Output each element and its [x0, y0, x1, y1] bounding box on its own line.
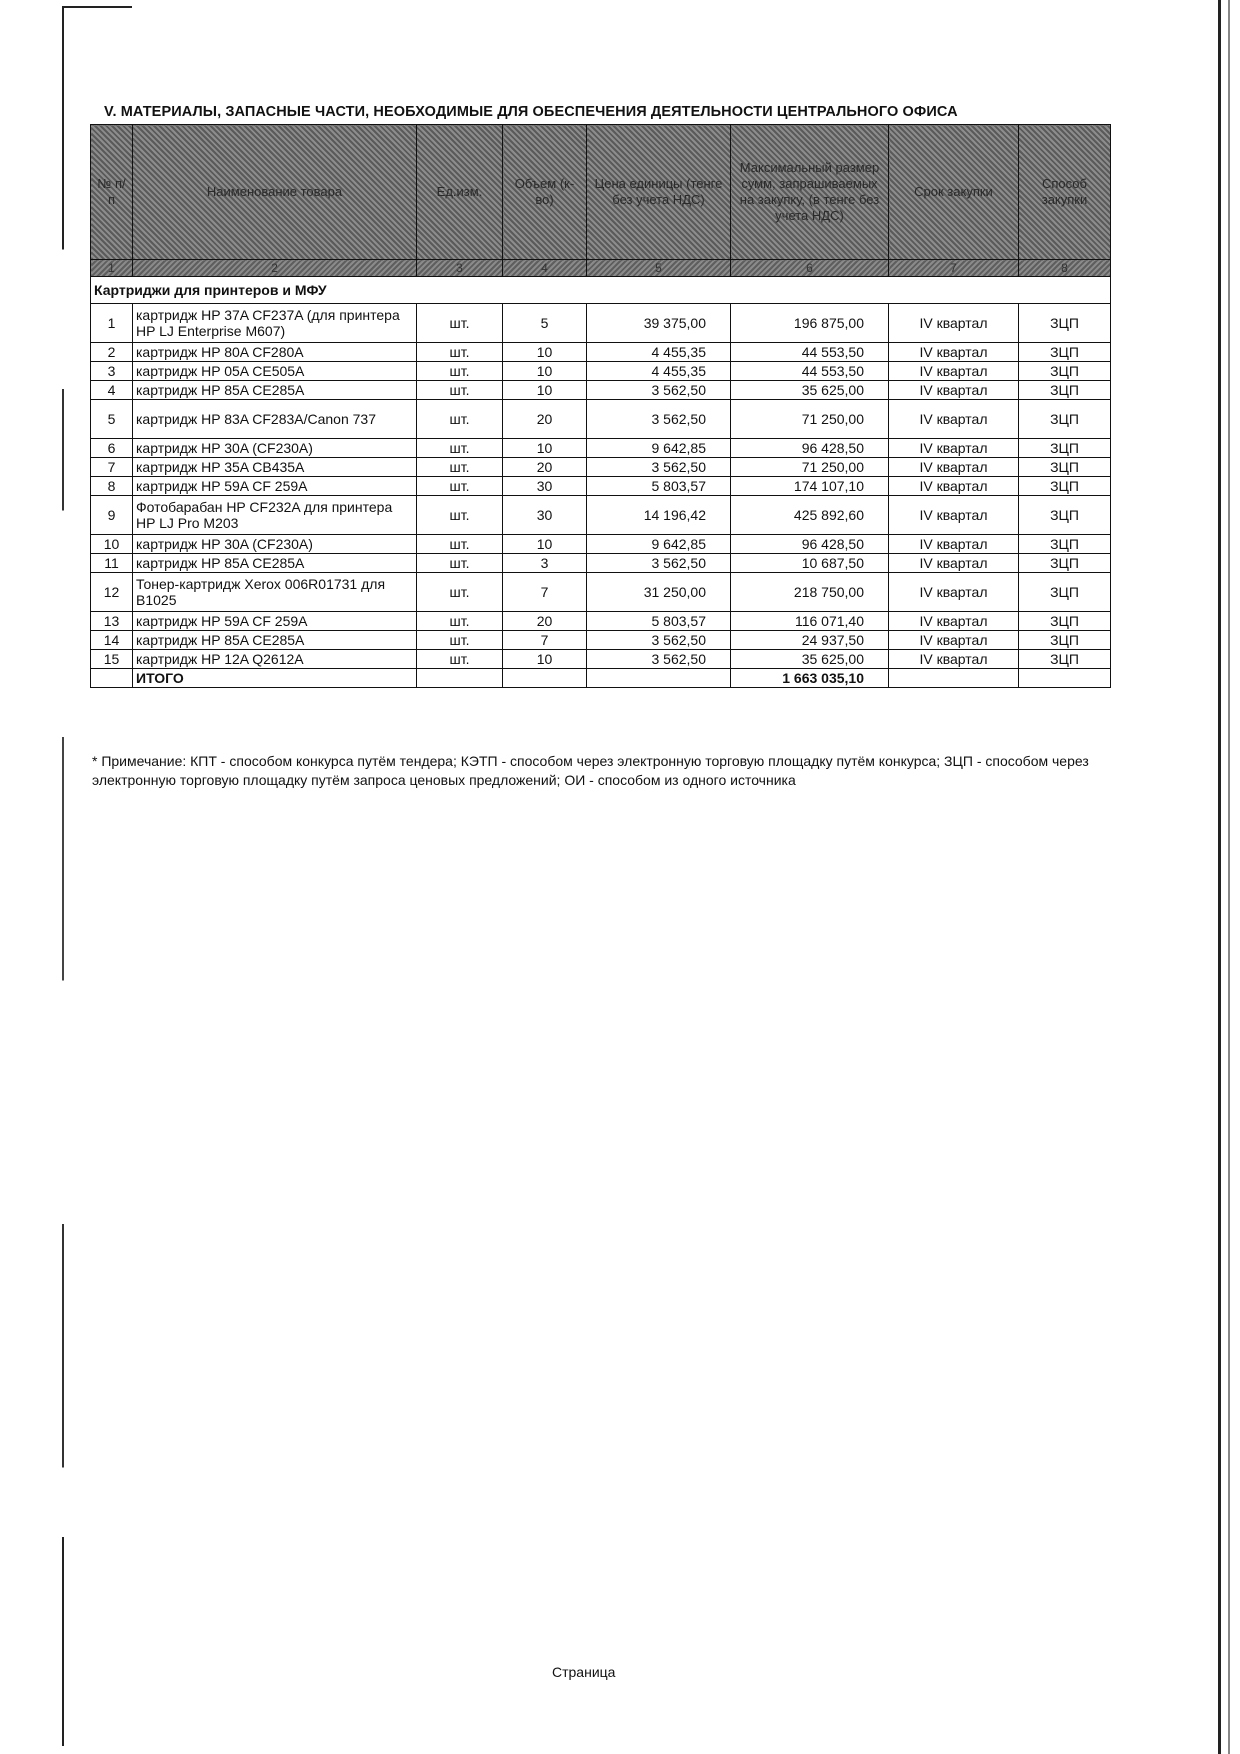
cell-unit: шт.: [417, 458, 503, 477]
cell-method: ЗЦП: [1019, 362, 1111, 381]
cell-number: 4: [91, 381, 133, 400]
cell-quantity: 10: [503, 362, 587, 381]
header-cell-unit: Ед.изм.: [417, 125, 503, 260]
cell-price: 31 250,00: [587, 573, 731, 612]
cell-method: ЗЦП: [1019, 304, 1111, 343]
total-label: ИТОГО: [133, 669, 417, 688]
cell-max-sum: 44 553,50: [731, 343, 889, 362]
group-row: [91, 277, 1111, 304]
total-empty-cell: [587, 669, 731, 688]
column-number: 7: [889, 260, 1019, 277]
cell-max-sum: 116 071,40: [731, 612, 889, 631]
cell-number: 14: [91, 631, 133, 650]
cell-unit: шт.: [417, 439, 503, 458]
cell-max-sum: 218 750,00: [731, 573, 889, 612]
table-row: [91, 535, 1111, 554]
cell-price: 5 803,57: [587, 612, 731, 631]
cell-term: IV квартал: [889, 631, 1019, 650]
total-empty-cell: [417, 669, 503, 688]
cell-term: IV квартал: [889, 362, 1019, 381]
table-row: [91, 458, 1111, 477]
cell-unit: шт.: [417, 631, 503, 650]
cell-term: IV квартал: [889, 477, 1019, 496]
cell-term: IV квартал: [889, 400, 1019, 439]
cell-name: картридж HP 35A CB435A: [133, 458, 417, 477]
cell-price: 39 375,00: [587, 304, 731, 343]
cell-number: 11: [91, 554, 133, 573]
cell-method: ЗЦП: [1019, 400, 1111, 439]
cell-term: IV квартал: [889, 439, 1019, 458]
cell-number: 3: [91, 362, 133, 381]
cell-number: 8: [91, 477, 133, 496]
cell-price: 3 562,50: [587, 458, 731, 477]
cell-max-sum: 174 107,10: [731, 477, 889, 496]
cell-method: ЗЦП: [1019, 496, 1111, 535]
table-row: [91, 573, 1111, 612]
cell-max-sum: 96 428,50: [731, 535, 889, 554]
cell-quantity: 30: [503, 477, 587, 496]
cell-number: 5: [91, 400, 133, 439]
column-number: 4: [503, 260, 587, 277]
cell-quantity: 20: [503, 612, 587, 631]
header-cell-method: Способ закупки: [1019, 125, 1111, 260]
table-row: [91, 343, 1111, 362]
cell-price: 3 562,50: [587, 554, 731, 573]
scan-edge-right-shadow: [1228, 0, 1230, 1754]
cell-term: IV квартал: [889, 458, 1019, 477]
goods-table: [90, 124, 1111, 688]
cell-method: ЗЦП: [1019, 535, 1111, 554]
header-cell-name: Наименование товара: [133, 125, 417, 260]
cell-max-sum: 96 428,50: [731, 439, 889, 458]
table-row: [91, 304, 1111, 343]
cell-number: 6: [91, 439, 133, 458]
cell-number: 1: [91, 304, 133, 343]
cell-price: 3 562,50: [587, 381, 731, 400]
cell-max-sum: 24 937,50: [731, 631, 889, 650]
header-cell-quantity: Объем (к-во): [503, 125, 587, 260]
column-number: 1: [91, 260, 133, 277]
cell-method: ЗЦП: [1019, 381, 1111, 400]
cell-quantity: 10: [503, 381, 587, 400]
scan-edge-left: [62, 6, 64, 1746]
cell-name: картридж HP 12A Q2612A: [133, 650, 417, 669]
cell-price: 5 803,57: [587, 477, 731, 496]
cell-unit: шт.: [417, 381, 503, 400]
cell-max-sum: 35 625,00: [731, 650, 889, 669]
total-empty-cell: [889, 669, 1019, 688]
cell-unit: шт.: [417, 535, 503, 554]
cell-unit: шт.: [417, 343, 503, 362]
cell-max-sum: 425 892,60: [731, 496, 889, 535]
cell-unit: шт.: [417, 400, 503, 439]
cell-quantity: 10: [503, 650, 587, 669]
table-row: [91, 381, 1111, 400]
cell-method: ЗЦП: [1019, 439, 1111, 458]
cell-method: ЗЦП: [1019, 477, 1111, 496]
cell-term: IV квартал: [889, 650, 1019, 669]
section-title: V. МАТЕРИАЛЫ, ЗАПАСНЫЕ ЧАСТИ, НЕОБХОДИМЫЕ ДЛЯ ОБЕСПЕЧЕНИЯ ДЕЯТЕЛЬНОСТИ ЦЕНТРАЛЬНОГО ОФИСА: [104, 104, 958, 120]
cell-unit: шт.: [417, 612, 503, 631]
cell-quantity: 10: [503, 535, 587, 554]
cell-name: картридж HP 85A CE285A: [133, 631, 417, 650]
cell-number: 15: [91, 650, 133, 669]
header-cell-number: № п/п: [91, 125, 133, 260]
table-row: [91, 631, 1111, 650]
cell-method: ЗЦП: [1019, 343, 1111, 362]
cell-max-sum: 71 250,00: [731, 458, 889, 477]
cell-quantity: 7: [503, 631, 587, 650]
column-number: 6: [731, 260, 889, 277]
header-cell-max-sum: Максимальный размер сумм, запрашиваемых на закупку, (в тенге без учета НДС): [731, 125, 889, 260]
column-number: 2: [133, 260, 417, 277]
total-empty-cell: [91, 669, 133, 688]
cell-name: картридж HP 80A CF280A: [133, 343, 417, 362]
cell-number: 13: [91, 612, 133, 631]
cell-unit: шт.: [417, 304, 503, 343]
header-cell-term: Срок закупки: [889, 125, 1019, 260]
table-row: [91, 554, 1111, 573]
cell-name: картридж HP 05A CE505A: [133, 362, 417, 381]
cell-term: IV квартал: [889, 535, 1019, 554]
cell-method: ЗЦП: [1019, 612, 1111, 631]
cell-term: IV квартал: [889, 381, 1019, 400]
cell-unit: шт.: [417, 554, 503, 573]
cell-name: картридж HP 83A CF283A/Canon 737: [133, 400, 417, 439]
cell-method: ЗЦП: [1019, 573, 1111, 612]
cell-name: картридж HP 59A CF 259A: [133, 612, 417, 631]
cell-name: картридж HP 85A CE285A: [133, 381, 417, 400]
cell-number: 7: [91, 458, 133, 477]
total-empty-cell: [503, 669, 587, 688]
cell-unit: шт.: [417, 477, 503, 496]
cell-price: 3 562,50: [587, 400, 731, 439]
cell-name: Тонер-картридж Xerox 006R01731 для B1025: [133, 573, 417, 612]
table-row: [91, 477, 1111, 496]
cell-unit: шт.: [417, 496, 503, 535]
cell-quantity: 5: [503, 304, 587, 343]
table-row: [91, 400, 1111, 439]
table-header-row: [91, 125, 1111, 260]
cell-method: ЗЦП: [1019, 554, 1111, 573]
table-row: [91, 496, 1111, 535]
cell-term: IV квартал: [889, 573, 1019, 612]
cell-name: картридж HP 85A CE285A: [133, 554, 417, 573]
cell-price: 4 455,35: [587, 343, 731, 362]
column-number: 8: [1019, 260, 1111, 277]
cell-term: IV квартал: [889, 612, 1019, 631]
cell-max-sum: 10 687,50: [731, 554, 889, 573]
cell-name: картридж HP 59A CF 259A: [133, 477, 417, 496]
cell-max-sum: 196 875,00: [731, 304, 889, 343]
cell-quantity: 3: [503, 554, 587, 573]
cell-name: картридж HP 30A (CF230A): [133, 535, 417, 554]
cell-number: 9: [91, 496, 133, 535]
cell-price: 3 562,50: [587, 631, 731, 650]
cell-price: 3 562,50: [587, 650, 731, 669]
cell-method: ЗЦП: [1019, 650, 1111, 669]
cell-name: Фотобарабан HP CF232A для принтера HP LJ Pro M203: [133, 496, 417, 535]
total-row: [91, 669, 1111, 688]
column-numbers-row: [91, 260, 1111, 277]
footnote: * Примечание: КПТ - способом конкурса путём тендера; КЭТП - способом через электронную торговую площадку путём конкурса; ЗЦП - способом через электронную торговую площадку путём запроса ценовых предложений; ОИ - способом из одного источника: [92, 753, 1089, 788]
cell-quantity: 30: [503, 496, 587, 535]
cell-unit: шт.: [417, 573, 503, 612]
column-number: 5: [587, 260, 731, 277]
total-value: 1 663 035,10: [731, 669, 889, 688]
cell-price: 9 642,85: [587, 439, 731, 458]
scan-edge-right: [1218, 0, 1221, 1754]
column-number: 3: [417, 260, 503, 277]
scan-edge-top: [62, 6, 132, 8]
table-row: [91, 650, 1111, 669]
cell-method: ЗЦП: [1019, 631, 1111, 650]
cell-quantity: 20: [503, 400, 587, 439]
cell-price: 9 642,85: [587, 535, 731, 554]
cell-term: IV квартал: [889, 343, 1019, 362]
cell-term: IV квартал: [889, 554, 1019, 573]
cell-quantity: 7: [503, 573, 587, 612]
table-row: [91, 362, 1111, 381]
total-empty-cell: [1019, 669, 1111, 688]
cell-max-sum: 35 625,00: [731, 381, 889, 400]
table-row: [91, 439, 1111, 458]
cell-max-sum: 71 250,00: [731, 400, 889, 439]
cell-max-sum: 44 553,50: [731, 362, 889, 381]
table-row: [91, 612, 1111, 631]
cell-quantity: 20: [503, 458, 587, 477]
cell-number: 2: [91, 343, 133, 362]
cell-name: картридж HP 37A CF237A (для принтера HP LJ Enterprise M607): [133, 304, 417, 343]
header-cell-price: Цена единицы (тенге без учета НДС): [587, 125, 731, 260]
cell-quantity: 10: [503, 343, 587, 362]
cell-method: ЗЦП: [1019, 458, 1111, 477]
cell-price: 4 455,35: [587, 362, 731, 381]
cell-number: 12: [91, 573, 133, 612]
cell-number: 10: [91, 535, 133, 554]
group-label: Картриджи для принтеров и МФУ: [91, 277, 1111, 304]
cell-name: картридж HP 30A (CF230A): [133, 439, 417, 458]
cell-price: 14 196,42: [587, 496, 731, 535]
page-footer: Страница: [552, 1664, 616, 1680]
cell-term: IV квартал: [889, 496, 1019, 535]
cell-quantity: 10: [503, 439, 587, 458]
cell-unit: шт.: [417, 650, 503, 669]
cell-term: IV квартал: [889, 304, 1019, 343]
cell-unit: шт.: [417, 362, 503, 381]
